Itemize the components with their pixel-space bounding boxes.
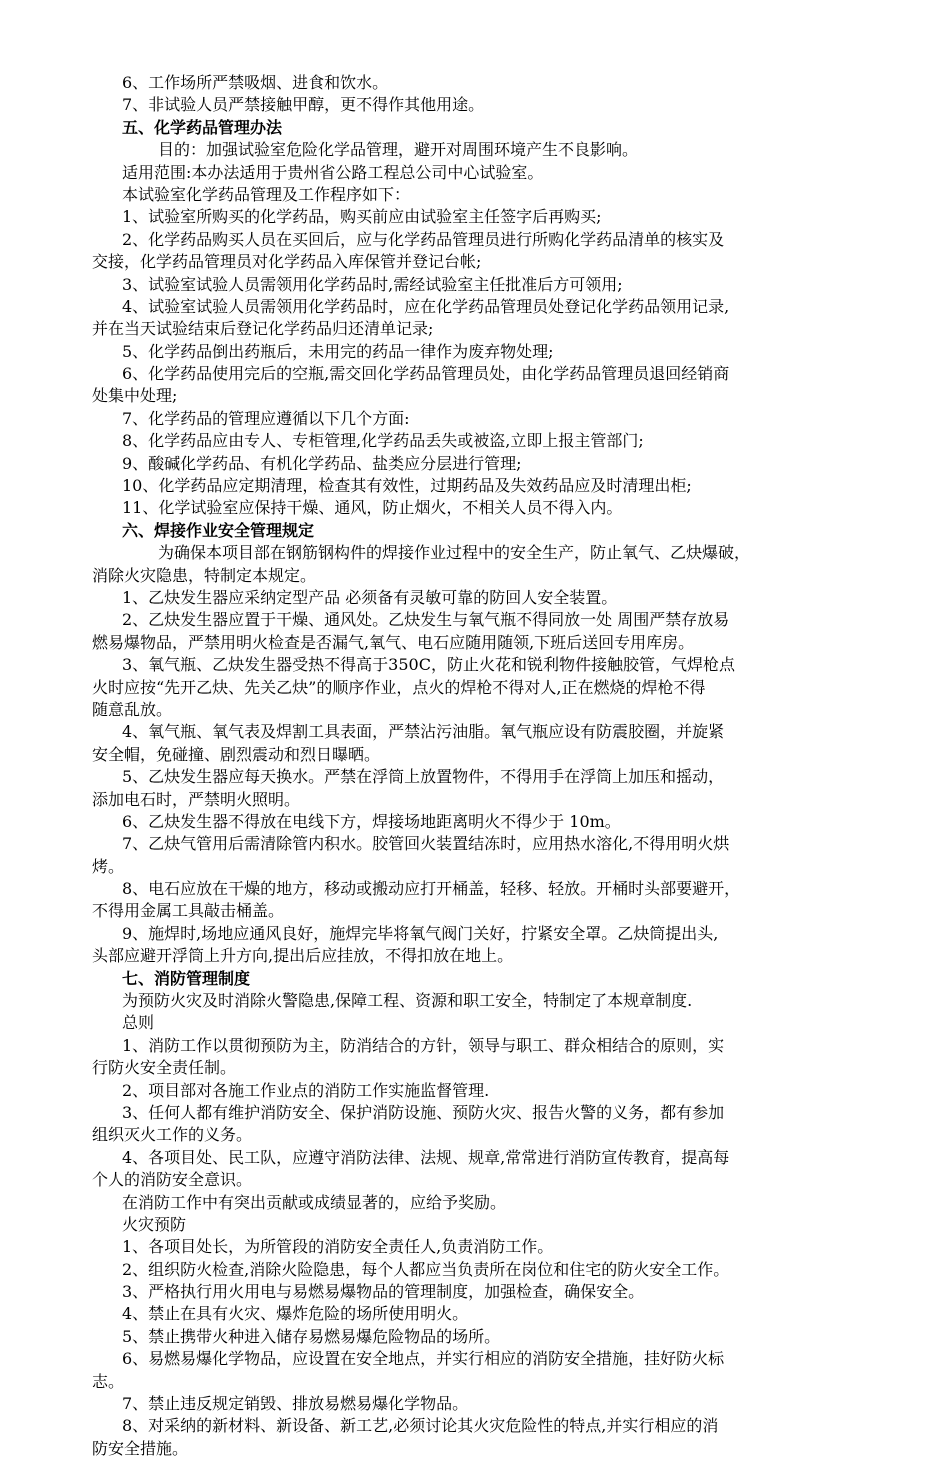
text-line: 5、化学药品倒出药瓶后，未用完的药品一律作为废弃物处理; (122, 341, 554, 361)
text-line: 本试验室化学药品管理及工作程序如下： (122, 184, 411, 204)
text-line: 1、乙炔发生器应采纳定型产品 必须备有灵敏可靠的防回人安全装置。 (122, 587, 618, 607)
text-line: 安全帽，免碰撞、剧烈震动和烈日曝晒。 (92, 744, 381, 764)
text-line: 不得用金属工具敲击桶盖。 (92, 901, 285, 921)
text-line: 9、酸碱化学药品、有机化学药品、盐类应分层进行管理; (122, 453, 522, 473)
text-line: 7、乙炔气管用后需清除管内积水。胶管回火装置结冻时，应用热水溶化,不得用明火烘 (122, 834, 730, 854)
text-line: 8、化学药品应由专人、专柜管理,化学药品丢失或被盗,立即上报主管部门; (122, 431, 644, 451)
text-line: 总则 (122, 1013, 155, 1033)
document-body (92, 72, 862, 1460)
text-line: 目的：加强试验室危险化学品管理，避开对周围环境产生不良影响。 (158, 140, 639, 160)
text-line: 防安全措施。 (92, 1438, 189, 1458)
text-line: 2、项目部对各施工作业点的消防工作实施监督管理. (122, 1080, 490, 1100)
text-line: 2、组织防火检查,消除火险隐患，每个人都应当负责所在岗位和住宅的防火安全工作。 (122, 1259, 730, 1279)
text-line: 火灾预防 (122, 1214, 187, 1234)
text-line: 烤。 (92, 856, 125, 876)
text-line: 1、各项目处长，为所管段的消防安全责任人,负责消防工作。 (122, 1237, 554, 1257)
section-heading: 六、焊接作业安全管理规定 (122, 520, 315, 540)
text-line: 2、化学药品购买人员在买回后，应与化学药品管理员进行所购化学药品清单的核实及 (122, 229, 725, 249)
text-line: 6、乙炔发生器不得放在电线下方，焊接场地距离明火不得少于 10m。 (122, 811, 621, 831)
text-line: 7、化学药品的管理应遵循以下几个方面: (122, 408, 410, 428)
text-line: 5、禁止携带火种进入储存易燃易爆危险物品的场所。 (122, 1326, 501, 1346)
text-line: 9、施焊时,场地应通风良好，施焊完毕将氧气阀门关好，拧紧安全罩。乙炔筒提出头, (122, 923, 719, 943)
section-heading: 五、化学药品管理办法 (122, 117, 283, 137)
text-line: 3、试验室试验人员需领用化学药品时,需经试验室主任批准后方可领用; (122, 274, 623, 294)
text-line: 添加电石时，严禁明火照明。 (92, 789, 301, 809)
text-line: 3、任何人都有维护消防安全、保护消防设施、预防火灾、报告火警的义务，都有参加 (122, 1102, 725, 1122)
text-line: 6、化学药品使用完后的空瓶,需交回化学药品管理员处，由化学药品管理员退回经销商 (122, 364, 730, 384)
text-line: 燃易爆物品，严禁用明火检查是否漏气,氧气、电石应随用随领,下班后送回专用库房。 (92, 632, 695, 652)
text-line: 处集中处理; (92, 386, 178, 406)
text-line: 2、乙炔发生器应置于干燥、通风处。乙炔发生与氧气瓶不得同放一处 周围严禁存放易 (122, 610, 730, 630)
text-line: 随意乱放。 (92, 699, 173, 719)
text-line: 组织灭火工作的义务。 (92, 1125, 253, 1145)
text-line: 并在当天试验结束后登记化学药品归还清单记录; (92, 319, 434, 339)
text-line: 适用范围:本办法适用于贵州省公路工程总公司中心试验室。 (122, 162, 544, 182)
text-line: 3、氧气瓶、乙炔发生器受热不得高于350C，防止火花和锐利物件接触胶管，气焊枪点 (122, 655, 735, 675)
text-line: 为确保本项目部在钢筋钢构件的焊接作业过程中的安全生产，防止氧气、乙炔爆破， (158, 543, 751, 563)
text-line: 个人的消防安全意识。 (92, 1170, 253, 1190)
text-line: 头部应避开浮筒上升方向,提出后应挂放，不得扣放在地上。 (92, 946, 514, 966)
text-line: 8、对采纳的新材料、新设备、新工艺,必须讨论其火灾危险性的特点,并实行相应的消 (122, 1416, 719, 1436)
text-line: 5、乙炔发生器应每天换水。严禁在浮筒上放置物件，不得用手在浮筒上加压和摇动， (122, 767, 725, 787)
text-line: 在消防工作中有突出贡献或成绩显著的，应给予奖励。 (122, 1192, 507, 1212)
text-line: 为预防火灾及时消除火警隐患,保障工程、资源和职工安全，特制定了本规章制度. (122, 991, 693, 1011)
text-line: 火时应按“先开乙炔、先关乙炔”的顺序作业，点火的焊枪不得对人,正在燃烧的焊枪不得 (92, 677, 706, 697)
text-line: 7、禁止违反规定销毁、排放易燃易爆化学物品。 (122, 1394, 469, 1414)
text-line: 志。 (92, 1371, 125, 1391)
text-line: 11、化学试验室应保持干燥、通风，防止烟火，不相关人员不得入内。 (122, 498, 623, 518)
text-line: 6、易燃易爆化学物品，应设置在安全地点，并实行相应的消防安全措施，挂好防火标 (122, 1349, 725, 1369)
text-line: 4、试验室试验人员需领用化学药品时，应在化学药品管理员处登记化学药品领用记录, (122, 296, 730, 316)
text-line: 7、非试验人员严禁接触甲醇，更不得作其他用途。 (122, 95, 485, 115)
text-line: 4、氧气瓶、氧气表及焊割工具表面，严禁沾污油脂。氧气瓶应设有防震胶圈，并旋紧 (122, 722, 725, 742)
text-line: 8、电石应放在干燥的地方，移动或搬动应打开桶盖，轻移、轻放。开桶时头部要避开， (122, 879, 741, 899)
text-line: 4、禁止在具有火灾、爆炸危险的场所使用明火。 (122, 1304, 469, 1324)
text-line: 6、工作场所严禁吸烟、进食和饮水。 (122, 73, 389, 92)
text-line: 4、各项目处、民工队，应遵守消防法律、法规、规章,常常进行消防宣传教育，提高每 (122, 1147, 730, 1167)
text-line: 1、试验室所购买的化学药品，购买前应由试验室主任签字后再购买; (122, 207, 602, 227)
text-line: 消除火灾隐患，特制定本规定。 (92, 565, 317, 585)
text-line: 行防火安全责任制。 (92, 1058, 237, 1078)
text-line: 10、化学药品应定期清理，检查其有效性，过期药品及失效药品应及时清理出柜; (122, 476, 692, 496)
text-line: 1、消防工作以贯彻预防为主，防消结合的方针，领导与职工、群众相结合的原则，实 (122, 1035, 725, 1055)
section-heading: 七、消防管理制度 (122, 968, 251, 988)
text-line: 3、严格执行用火用电与易燃易爆物品的管理制度，加强检查，确保安全。 (122, 1282, 645, 1302)
text-line: 交接，化学药品管理员对化学药品入库保管并登记台帐; (92, 252, 482, 272)
